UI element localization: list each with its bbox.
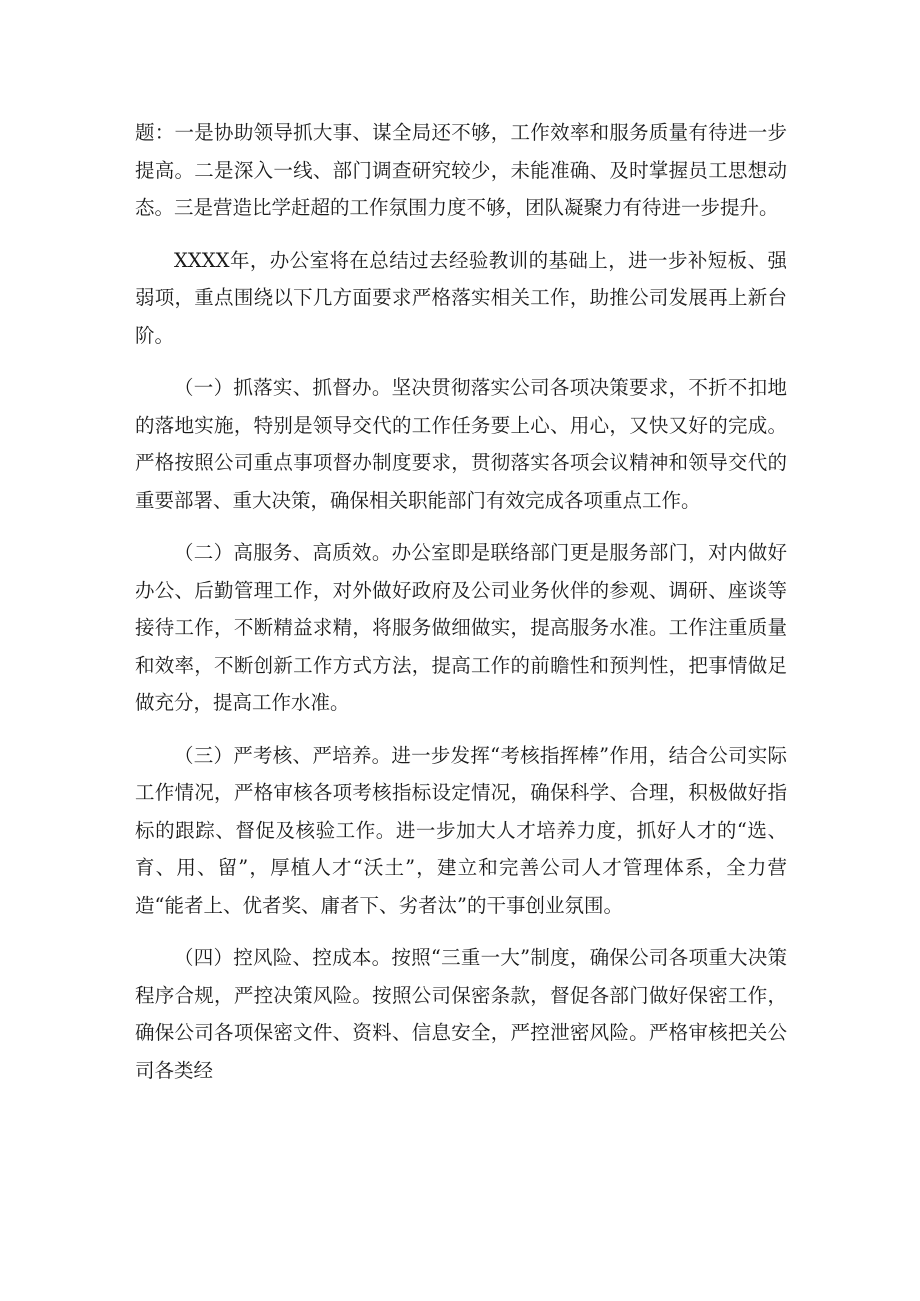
- paragraph-item-2: （二）高服务、高质效。办公室即是联络部门更是服务部门，对内做好办公、后勤管理工作，对外做好政府及公司业务伙伴的参观、调研、座谈等接待工作，不断精益求精，将服务做细做实，提高服务水准。工作注重质量和效率，不断创新工作方式方法，提高工作的前瞻性和预判性，把事情做足做充分，提高工作水准。: [135, 541, 787, 714]
- paragraph-item-1: （一）抓落实、抓督办。坚决贯彻落实公司各项决策要求，不折不扣地的落地实施，特别是领导交代的工作任务要上心、用心，又快又好的完成。严格按照公司重点事项督办制度要求，贯彻落实各项会议精神和领导交代的重要部署、重大决策，确保相关职能部门有效完成各项重点工作。: [135, 376, 787, 512]
- paragraph-continuation: 题：一是协助领导抓大事、谋全局还不够，工作效率和服务质量有待进一步提高。二是深入一线、部门调查研究较少，未能准确、及时掌握员工思想动态。三是营造比学赶超的工作氛围力度不够，团队凝聚力有待进一步提升。: [135, 121, 787, 219]
- paragraph-item-4: （四）控风险、控成本。按照“三重一大”制度，确保公司各项重大决策程序合规，严控决策风险。按照公司保密条款，督促各部门做好保密工作，确保公司各项保密文件、资料、信息安全，严控泄密风险。严格审核把关公司各类经: [135, 946, 787, 1082]
- paragraph-plan-intro: XXXX年，办公室将在总结过去经验教训的基础上，进一步补短板、强弱项，重点围绕以下几方面要求严格落实相关工作，助推公司发展再上新台阶。: [135, 248, 787, 347]
- paragraph-item-3: （三）严考核、严培养。进一步发挥“考核指挥棒”作用，结合公司实际工作情况，严格审核各项考核指标设定情况，确保科学、合理，积极做好指标的跟踪、督促及核验工作。进一步加大人才培养力度，抓好人才的“选、育、用、留”，厚植人才“沃土”，建立和完善公司人才管理体系，全力营造“能者上、优者奖、庸者下、劣者汰”的干事创业氛围。: [135, 743, 787, 917]
- document-body: [135, 114, 787, 1104]
